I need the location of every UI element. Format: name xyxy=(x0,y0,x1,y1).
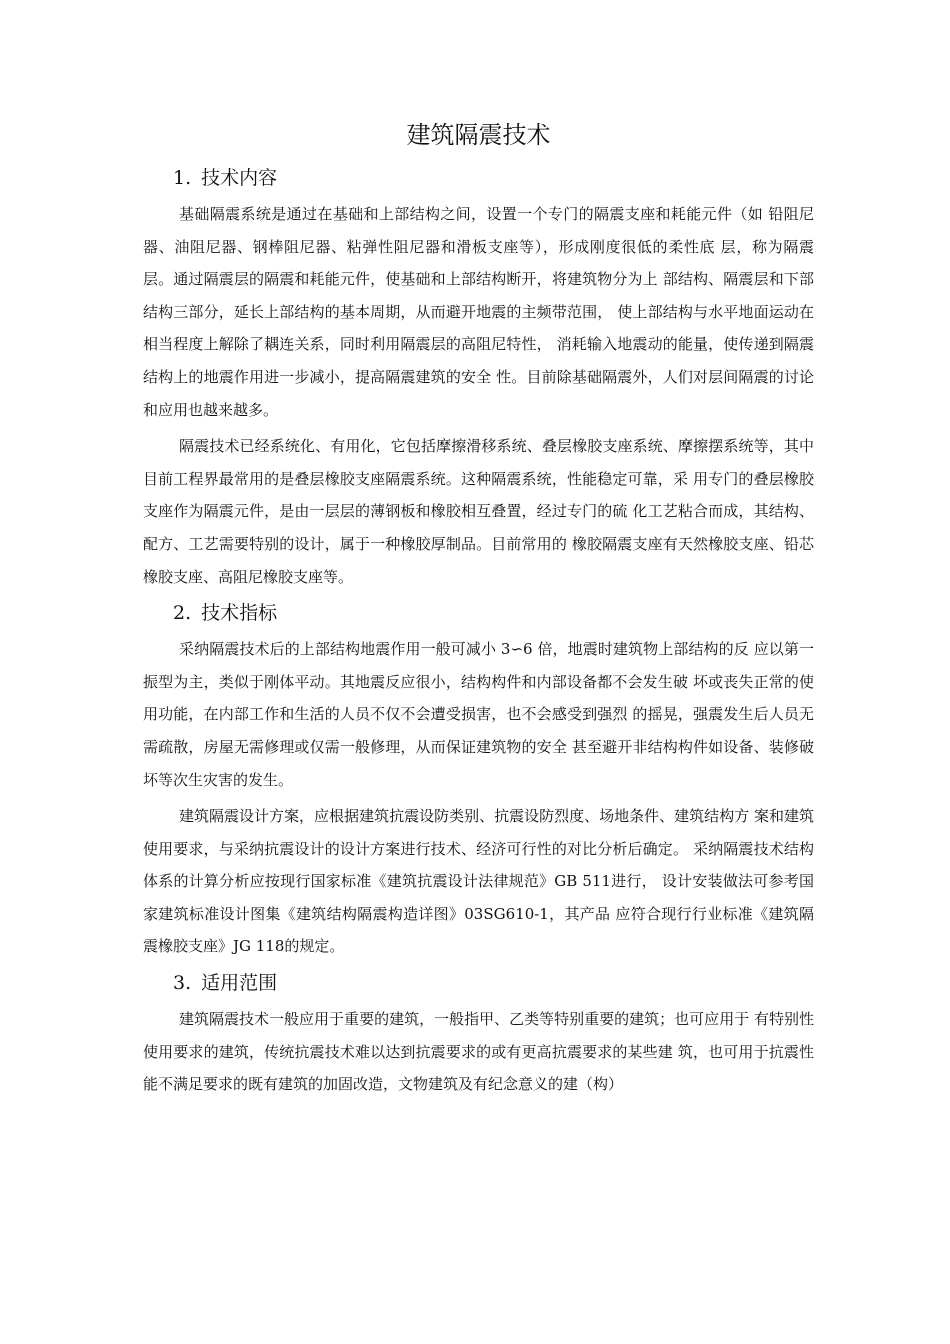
paragraph: 建筑隔震技术一般应用于重要的建筑，一般指甲、乙类等特别重要的建筑；也可应用于 有特别性使用要求的建筑，传统抗震技术难以达到抗震要求的或有更高抗震要求的某些建 筑，也可用于抗震性能不满足要求的既有建筑的加固改造，文物建筑及有纪念意义的建（构） xyxy=(143,1010,814,1094)
section-number: 1. xyxy=(173,167,192,189)
section-technical-indicators xyxy=(143,599,814,963)
paragraph: 建筑隔震设计方案，应根据建筑抗震设防类别、抗震设防烈度、场地条件、建筑结构方 案和建筑使用要求，与采纳抗震设计的设计方案进行技术、经济可行性的对比分析后确定。 采纳隔震技术结构体系的计算分析应按现行国家标准《建筑抗震设计法律规范》GB 511进行， 设计安装做法可参考国家建筑标准设计图集《建筑结构隔震构造详图》03SG610-1，其产品 应符合现行行业标准《建筑隔震橡胶支座》JG 118的规定。 xyxy=(143,807,814,956)
paragraph: 采纳隔震技术后的上部结构地震作用一般可减小 3∽6 倍，地震时建筑物上部结构的反 应以第一振型为主，类似于刚体平动。其地震反应很小，结构构件和内部设备都不会发生破 坏或丧失正常的使用功能，在内部工作和生活的人员不仅不会遭受损害，也不会感受到强烈 的摇晃，强震发生后人员无需疏散，房屋无需修理或仅需一般修理，从而保证建筑物的安全 甚至避开非结构构件如设备、装修破坏等次生灾害的发生。 xyxy=(143,640,814,789)
section-technical-content xyxy=(143,164,814,593)
section-title: 技术指标 xyxy=(201,602,278,625)
section-number: 3. xyxy=(173,972,192,995)
section-heading xyxy=(143,969,814,997)
section-heading xyxy=(143,599,814,627)
section-title: 技术内容 xyxy=(201,167,278,189)
document-body xyxy=(143,116,814,1107)
section-heading xyxy=(143,164,814,192)
section-scope-of-application xyxy=(143,969,814,1101)
section-title: 适用范围 xyxy=(201,972,278,995)
paragraph: 隔震技术已经系统化、有用化，它包括摩擦滑移系统、叠层橡胶支座系统、摩擦摆系统等，其中目前工程界最常用的是叠层橡胶支座隔震系统。这种隔震系统，性能稳定可靠，采 用专门的叠层橡胶支座作为隔震元件，是由一层层的薄钢板和橡胶相互叠置，经过专门的硫 化工艺粘合而成，其结构、配方、工艺需要特别的设计，属于一种橡胶厚制品。目前常用的 橡胶隔震支座有天然橡胶支座、铅芯橡胶支座、高阻尼橡胶支座等。 xyxy=(143,437,814,586)
document-title: 建筑隔震技术 xyxy=(406,121,551,149)
section-number: 2. xyxy=(173,602,192,625)
paragraph: 基础隔震系统是通过在基础和上部结构之间，设置一个专门的隔震支座和耗能元件（如 铅阻尼器、油阻尼器、钢棒阻尼器、粘弹性阻尼器和滑板支座等），形成刚度很低的柔性底 层，称为隔震层。通过隔震层的隔震和耗能元件，使基础和上部结构断开，将建筑物分为上 部结构、隔震层和下部结构三部分，延长上部结构的基本周期，从而避开地震的主频带范围， 使上部结构与水平地面运动在相当程度上解除了耦连关系，同时利用隔震层的高阻尼特性， 消耗输入地震动的能量，使传递到隔震结构上的地震作用进一步减小，提高隔震建筑的安全 性。目前除基础隔震外，人们对层间隔震的讨论和应用也越来越多。 xyxy=(143,205,814,419)
